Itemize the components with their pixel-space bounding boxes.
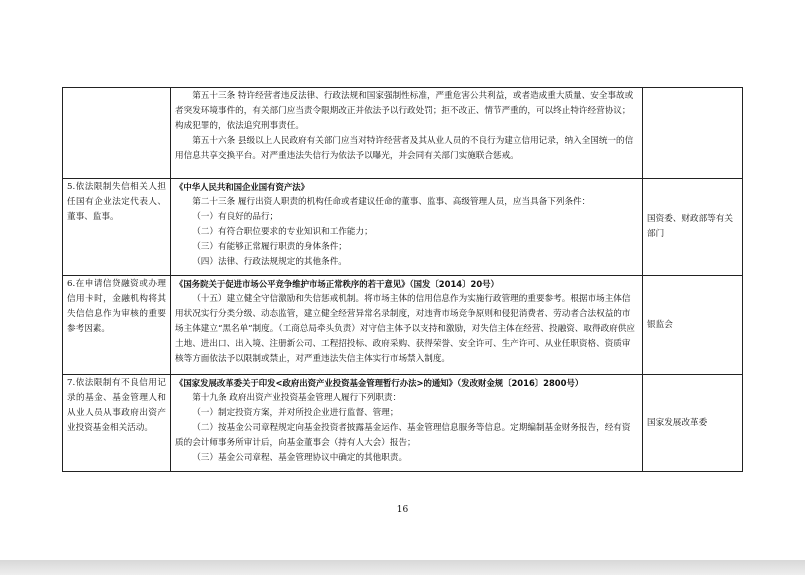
department-cell: [643, 88, 743, 179]
content-cell: [171, 179, 643, 276]
page-gap: [0, 560, 805, 575]
article-paragraph: 第五十六条 县级以上人民政府有关部门应当对特许经营者及其从业人员的不良行为建立信用记录，纳入全国统一的信用信息共享交换平台。对严重违法失信行为依法予以曝光，并会同有关部门实施联合惩戒。: [175, 136, 634, 161]
list-item: （二）有符合职位要求的专业知识和工作能力；: [192, 227, 373, 237]
list-item: （一）有良好的品行；: [192, 212, 279, 222]
department-cell: 银监会: [643, 276, 743, 375]
department-cell: 国家发展改革委: [643, 375, 743, 472]
content-cell: [171, 88, 643, 179]
list-item: （二）按基金公司章程规定向基金投资者披露基金运作、基金管理信息服务等信息。定期编制基金财务报告，经有资质的会计师事务所审计后，向基金董事会（持有人大会）报告；: [175, 423, 631, 448]
content-cell: [171, 375, 643, 472]
subject-cell: 7.依法限制有不良信用记录的基金、基金管理人和从业人员从事政府出资产业投资基金相关活动。: [63, 375, 171, 472]
article-paragraph: 第十九条 政府出资产业投资基金管理人履行下列职责：: [192, 393, 402, 403]
content-cell: [171, 276, 643, 375]
table-row: [63, 375, 743, 472]
law-title: 《中华人民共和国企业国有资产法》: [175, 182, 309, 192]
list-item: （一）制定投资方案，并对所投企业进行监督、管理；: [192, 408, 399, 418]
regulation-table: [62, 87, 743, 472]
page-number: 16: [396, 505, 409, 515]
list-item: （三）基金公司章程、基金管理协议中确定的其他职责。: [192, 453, 408, 463]
subject-cell: 5.依法限制失信相关人担任国有企业法定代表人、董事、监事。: [63, 179, 171, 276]
table-row: [63, 88, 743, 179]
list-item: （三）有能够正常履行职责的身体条件；: [192, 242, 347, 252]
article-paragraph: 第二十三条 履行出资人职责的机构任命或者建议任命的董事、监事、高级管理人员，应当具备下列条件：: [192, 197, 591, 207]
subject-cell: [63, 88, 171, 179]
law-title: 《国家发展改革委关于印发<政府出资产业投资基金管理暂行办法>的通知》（发改财金规〔2016〕2800号）: [175, 378, 584, 388]
article-paragraph: （十五）建立健全守信激励和失信惩戒机制。将市场主体的信用信息作为实施行政管理的重要参考。根据市场主体信用状况实行分类分级、动态监管，建立健全经营异常名录制度，对违背市场竞争原则和侵犯消费者、劳动者合法权益的市场主体建立“黑名单”制度。（工商总局牵头负责）对守信主体予以支持和激励，对失信主体在经营、投融资、取得政府供应土地、进出口、出入境、注册新公司、工程招投标、政府采购、获得荣誉、安全许可、生产许可、从业任职资格、资质审核等方面依法予以限制或禁止，对严重违法失信主体实行市场禁入制度。: [175, 294, 635, 364]
subject-cell: 6.在申请信贷融资或办理信用卡时，金融机构将其失信信息作为审核的重要参考因素。: [63, 276, 171, 375]
table-row: [63, 276, 743, 375]
list-item: （四）法律、行政法规规定的其他条件。: [192, 257, 347, 267]
department-cell: 国资委、财政部等有关部门: [643, 179, 743, 276]
table-row: [63, 179, 743, 276]
law-title: 《国务院关于促进市场公平竞争维护市场正常秩序的若干意见》（国发〔2014〕20号）: [175, 279, 499, 289]
article-paragraph: 第五十三条 特许经营者违反法律、行政法规和国家强制性标准，严重危害公共利益，或者造成重大质量、安全事故或者突发环境事件的，有关部门应当责令限期改正并依法予以行政处罚；拒不改正、情节严重的，可以终止特许经营协议；构成犯罪的，依法追究刑事责任。: [175, 91, 634, 131]
